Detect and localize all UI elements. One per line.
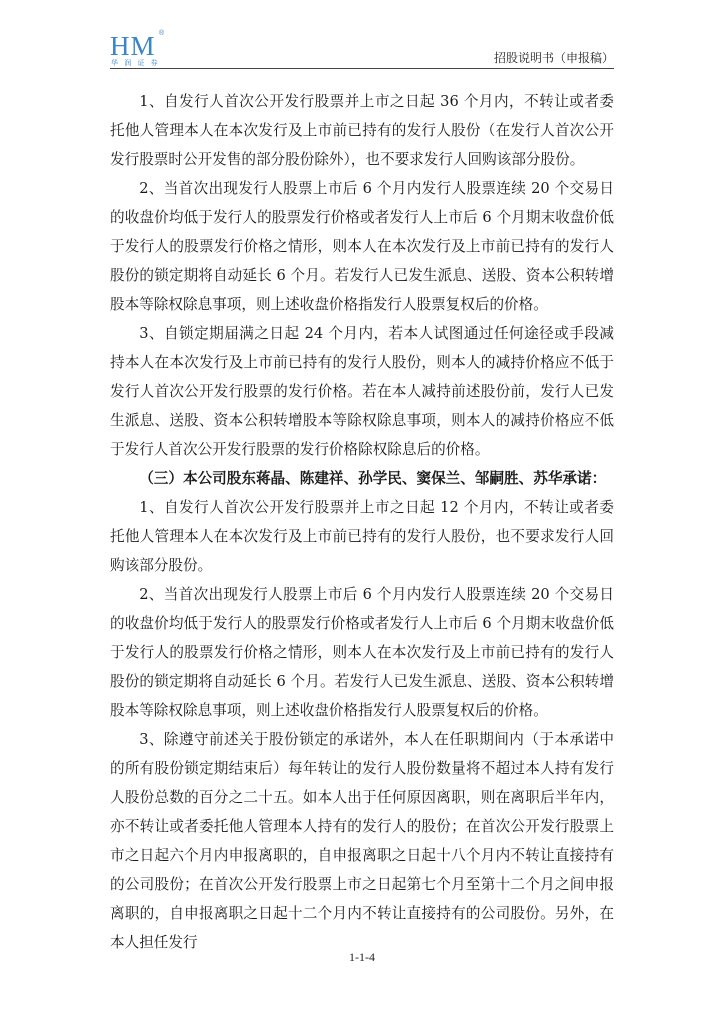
header-divider: [110, 68, 614, 69]
company-logo: [110, 30, 230, 70]
logo-text: HM: [110, 31, 156, 61]
paragraph: 2、当首次出现发行人股票上市后 6 个月内发行人股票连续 20 个交易日的收盘价均低于发行人的股票发行价格或者发行人上市后 6 个月期末收盘价低于发行人的股票发行价格之情形，则本人在本次发行及上市前已持有的发行人股份的锁定期将自动延长 6 个月。若发行人已发生派息、送股、资本公积转增股本等除权除息事项，则上述收盘价格指发行人股票复权后的价格。: [110, 586, 614, 719]
page-header: [110, 30, 614, 70]
document-body: [110, 87, 614, 957]
paragraph: 1、自发行人首次公开发行股票并上市之日起 12 个月内，不转让或者委托他人管理本人在本次发行及上市前已持有的发行人股份，也不要求发行人回购该部分股份。: [110, 499, 614, 574]
paragraph: 3、自锁定期届满之日起 24 个月内，若本人试图通过任何途径或手段减持本人在本次发行及上市前已持有的发行人股份，则本人的减持价格应不低于发行人首次公开发行股票的发行价格。若在本人减持前述股份前，发行人已发生派息、送股、资本公积转增股本等除权除息事项，则本人的减持价格应不低于发行人首次公开发行股票的发行价格除权除息后的价格。: [110, 325, 614, 458]
paragraph: 3、除遵守前述关于股份锁定的承诺外，本人在任职期间内（于本承诺中的所有股份锁定期结束后）每年转让的发行人股份数量将不超过本人持有发行人股份总数的百分之二十五。如本人出于任何原因离职，则在离职后半年内，亦不转让或者委托他人管理本人持有的发行人的股份；在首次公开发行股票上市之日起六个月内申报离职的，自申报离职之日起十八个月内不转让直接持有的公司股份；在首次公开发行股票上市之日起第七个月至第十二个月之间申报离职的，自申报离职之日起十二个月内不转让直接持有的公司股份。另外，在本人担任发行: [110, 731, 614, 951]
page-number: 1-1-4: [349, 950, 375, 964]
document-title: 招股说明书（申报稿）: [493, 51, 614, 65]
paragraph: 1、自发行人首次公开发行股票并上市之日起 36 个月内，不转让或者委托他人管理本人在本次发行及上市前已持有的发行人股份（在发行人首次公开发行股票时公开发售的部分股份除外），也不要求发行人回购该部分股份。: [110, 93, 614, 168]
logo-registered-mark: ®: [159, 30, 165, 37]
paragraph: 2、当首次出现发行人股票上市后 6 个月内发行人股票连续 20 个交易日的收盘价均低于发行人的股票发行价格或者发行人上市后 6 个月期末收盘价低于发行人的股票发行价格之情形，则本人在本次发行及上市前已持有的发行人股份的锁定期将自动延长 6 个月。若发行人已发生派息、送股、资本公积转增股本等除权除息事项，则上述收盘价格指发行人股票复权后的价格。: [110, 180, 614, 313]
logo-subtext: 华 润 证 券: [111, 59, 160, 67]
section-heading: （三）本公司股东蒋晶、陈建祥、孙学民、窦保兰、邹嗣胜、苏华承诺：: [139, 470, 607, 487]
